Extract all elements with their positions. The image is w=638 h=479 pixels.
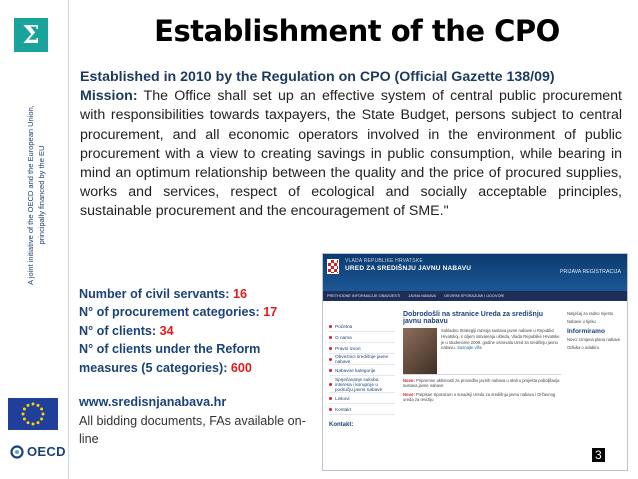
sigma-symbol: Σ xyxy=(22,20,40,49)
site-menu-item[interactable]: O nama xyxy=(329,332,395,343)
site-nav-item[interactable]: PRETHODNE INFORMACIJE OBAVIJESTI xyxy=(327,294,401,298)
site-name: URED ZA SREDIŠNJU JAVNU NABAVU xyxy=(345,265,472,272)
bullet-icon xyxy=(329,369,332,372)
stat-label: N° of clients: xyxy=(79,323,160,338)
page-number: 3 xyxy=(592,448,605,462)
oecd-logo xyxy=(10,444,66,459)
site-nav-item[interactable]: JAVNA NABAVA xyxy=(408,294,436,298)
mission-paragraph xyxy=(80,87,622,221)
stat-label: Number of civil servants: xyxy=(79,287,233,301)
website-note: All bidding documents, FAs available on-line xyxy=(79,413,306,446)
site-photo xyxy=(403,328,437,374)
site-news-divider xyxy=(403,374,561,375)
croatian-crest-icon xyxy=(327,259,339,274)
stat-procurement-categories xyxy=(79,303,315,321)
site-menu xyxy=(329,321,395,428)
website-screenshot xyxy=(322,253,628,471)
stat-value: 16 xyxy=(232,287,247,301)
bullet-icon xyxy=(329,358,332,361)
stat-label: N° of procurement categories: xyxy=(79,305,264,320)
site-menu-item[interactable]: Sprječavanje sukoba interesa i korupcije u području javne nabave xyxy=(329,376,395,393)
bullet-icon xyxy=(329,397,332,400)
site-menu-item[interactable]: Obveznici središnje javne nabave xyxy=(329,354,395,365)
mission-text: The Office shall set up an effective system of central public procurement with responsibilities towards taxpayers, the State Budget, persons subject to central procurement, and all economic operators involved in the environment of public procurement with a view to creating savings in public consumption, while bearing in mind an optimum relationship between the quality and the price of procured supplies, works and services, respect of ecological and socially acceptable principles, sustainable procurement and the encouragement of SME." xyxy=(80,88,622,220)
site-menu-item[interactable]: Početna xyxy=(329,321,395,332)
site-read-more-link[interactable]: Saznajte više xyxy=(457,345,482,351)
stat-clients xyxy=(79,322,315,340)
site-right-heading: Informiramo xyxy=(567,327,605,335)
eu-flag-icon xyxy=(8,398,58,430)
sidebar-vertical-line1: A joint initiative of the OECD and the European Union, xyxy=(26,105,35,285)
site-right-item[interactable]: Novo: Izmjena plana nabave xyxy=(567,336,621,342)
site-contact-heading: Kontakt: xyxy=(329,422,354,428)
site-header xyxy=(323,254,627,291)
site-menu-item[interactable]: Kontakt xyxy=(329,404,395,415)
site-news-item[interactable]: Novo: Potpisan Sporazum o suradnji Ureda za središnju javnu nabavu i Državnog ureda za reviziju xyxy=(403,391,556,403)
site-right-item[interactable]: Natječaj za radno mjesto xyxy=(567,311,614,316)
site-right-item[interactable]: Nabave u tijeku xyxy=(567,319,596,325)
site-right-column xyxy=(567,311,625,354)
left-sidebar xyxy=(0,0,76,479)
slide-title: Establishment of the CPO xyxy=(154,14,560,48)
website-url-link[interactable]: www.sredisnjanabava.hr xyxy=(79,395,227,409)
sidebar-vertical-text xyxy=(25,45,47,345)
website-block xyxy=(79,393,319,449)
stat-reform-clients xyxy=(79,340,315,377)
intro-block xyxy=(80,68,622,222)
site-main-content xyxy=(403,311,561,406)
bullet-icon xyxy=(329,325,332,328)
site-menu-item[interactable]: Linkovi xyxy=(329,393,395,404)
site-news-item[interactable]: Novo: Pripremne aktivnosti za provedbu javnih nabava u okviru projekta poboljšanja sustava javne nabave xyxy=(403,378,560,389)
stat-value: 34 xyxy=(159,323,174,338)
bullet-icon xyxy=(329,383,332,386)
site-menu-item[interactable]: Nabavne kategorije xyxy=(329,365,395,376)
stats-list xyxy=(79,285,315,377)
oecd-label: OECD xyxy=(27,444,66,459)
oecd-mark-icon xyxy=(10,445,24,459)
bullet-icon xyxy=(329,408,332,411)
stat-value: 600 xyxy=(230,360,252,375)
mission-label: Mission: xyxy=(80,88,138,105)
site-nav xyxy=(323,291,627,301)
site-menu-item[interactable]: Pravni izvori xyxy=(329,343,395,354)
intro-heading: Established in 2010 by the Regulation on CPO (Official Gazette 138/09) xyxy=(80,69,555,85)
sidebar-vertical-line2: principally financed by the EU xyxy=(37,145,46,245)
site-nav-item[interactable]: OKVIRNI SPORAZUMI I UGOVORI xyxy=(444,294,505,298)
site-login-links[interactable]: PRIJAVA REGISTRACIJA xyxy=(559,269,621,275)
eu-stars-icon xyxy=(8,398,58,430)
site-body-text: Sukladno Strategiji razvoja sustava javne nabave u Republici Hrvatskoj, s ciljem ostvarenja ušteda, Vlada Republike Hrvatske je u studenome 2009. godine osnovala Ured za središnju javnu nabavu. Saznajte više xyxy=(441,328,560,351)
bullet-icon xyxy=(329,336,332,339)
stat-civil-servants xyxy=(79,285,315,303)
site-right-item[interactable]: Odluka o odabiru xyxy=(567,345,599,351)
stat-label: N° of clients under the Reform measures (5 categories): xyxy=(79,342,261,375)
site-org-label: VLADA REPUBLIKE HRVATSKE xyxy=(345,258,423,264)
bullet-icon xyxy=(329,347,332,350)
stat-value: 17 xyxy=(263,305,278,320)
site-welcome-heading: Dobrodošli na stranice Ureda za središnju javnu nabavu xyxy=(403,311,544,325)
sidebar-divider xyxy=(68,0,69,479)
